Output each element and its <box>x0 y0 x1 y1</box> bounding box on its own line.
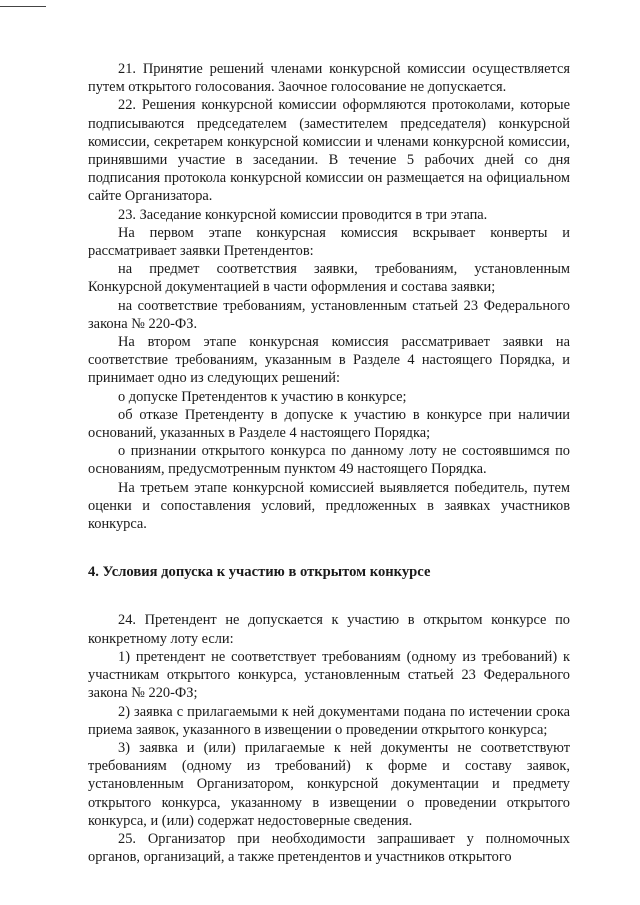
paragraph-stage-2-item-2: об отказе Претенденту в допуске к участию в конкурсе при наличии оснований, указанных в Разделе 4 настоящего Порядка; <box>88 406 570 442</box>
paragraph-stage-1: На первом этапе конкурсная комиссия вскрывает конверты и рассматривает заявки Претендентов: <box>88 224 570 260</box>
paragraph-stage-1-item-2: на соответствие требованиям, установленным статьей 23 Федерального закона № 220-ФЗ. <box>88 297 570 332</box>
paragraph-25: 25. Организатор при необходимости запрашивает у полномочных органов, организаций, а также претендентов и участников открытого <box>88 830 570 866</box>
document-page <box>88 60 570 866</box>
corner-mark <box>0 6 46 7</box>
paragraph-24: 24. Претендент не допускается к участию в открытом конкурсе по конкретному лоту если: <box>88 612 570 647</box>
paragraph-21: 21. Принятие решений членами конкурсной комиссии осуществляется путем открытого голосования. Заочное голосование не допускается. <box>88 61 570 96</box>
paragraph-stage-1-item-1: на предмет соответствия заявки, требованиям, установленным Конкурсной документацией в части оформления и состава заявки; <box>88 261 570 296</box>
paragraph-24-item-3: 3) заявка и (или) прилагаемые к ней документы не соответствуют требованиям (одному из требований) к форме и составу заявок, установленным Организатором, конкурсной документации и предмету открытого конкурса, указанному в извещении о проведении открытого конкурса, и (или) содержат недостоверные сведения. <box>88 739 570 829</box>
paragraph-stage-2-item-1: о допуске Претендентов к участию в конкурсе; <box>118 388 407 405</box>
paragraph-stage-2-item-3: о признании открытого конкурса по данному лоту не состоявшимся по основаниям, предусмотренным пунктом 49 настоящего Порядка. <box>88 443 570 478</box>
paragraph-24-item-1: 1) претендент не соответствует требованиям (одному из требований) к участникам открытого конкурса, установленным статьей 23 Федерального закона № 220-ФЗ; <box>88 648 570 702</box>
paragraph-22: 22. Решения конкурсной комиссии оформляются протоколами, которые подписываются председателем (заместителем председателя) конкурсной комиссии, секретарем конкурсной комиссии и членами конкурсной комиссии, принявшими участие в заседании. В течение 5 рабочих дней со дня подписания протокола конкурсной комиссии он размещается на официальном сайте Организатора. <box>88 97 570 205</box>
section-heading: 4. Условия допуска к участию в открытом конкурсе <box>88 564 431 581</box>
section-4-body <box>88 611 570 866</box>
paragraph-stage-3: На третьем этапе конкурсной комиссией выявляется победитель, путем оценки и сопоставления условий, предложенных в заявках участников конкурса. <box>88 479 570 533</box>
paragraph-23: 23. Заседание конкурсной комиссии проводится в три этапа. <box>118 206 488 223</box>
paragraph-stage-2: На втором этапе конкурсная комиссия рассматривает заявки на соответствие требованиям, указанным в Разделе 4 настоящего Порядка, и принимает одно из следующих решений: <box>88 334 570 387</box>
paragraph-24-item-2: 2) заявка с прилагаемыми к ней документами подана по истечении срока приема заявок, указанного в извещении о проведении открытого конкурса; <box>88 703 570 738</box>
section-3-body <box>88 60 570 533</box>
